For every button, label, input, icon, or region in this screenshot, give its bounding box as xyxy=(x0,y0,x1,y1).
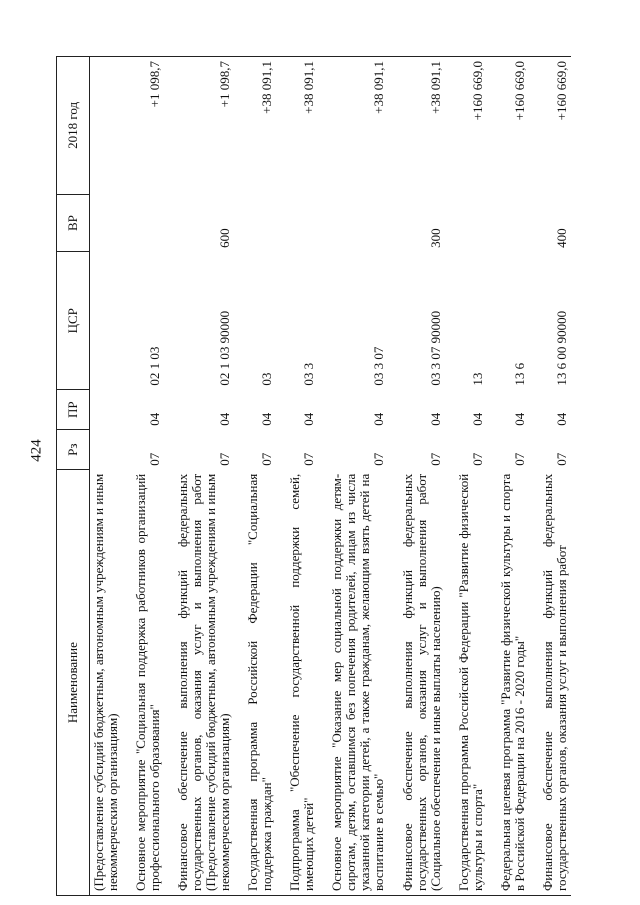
row-vr xyxy=(455,194,487,252)
row-pr: 04 xyxy=(147,412,163,426)
row-year: +1 098,7 xyxy=(174,57,234,195)
row-rz: 07 xyxy=(217,452,233,466)
row-vr xyxy=(244,194,276,252)
row-name: Основное мероприятие "Оказание мер социальной поддержки детям-сиротам, детям, оставшимся без попечения родителей, лицам из числа указанной категории детей, а также гражданам, желающим взять детей на воспитание в семью" xyxy=(328,470,388,896)
row-year: +160 669,0 xyxy=(455,57,487,195)
row-vr: 400 xyxy=(553,228,569,248)
row-rz xyxy=(90,430,123,470)
header-year: 2018 год xyxy=(57,57,90,195)
row-csr: 02 1 03 xyxy=(147,346,163,386)
table-row xyxy=(90,57,123,896)
table-row xyxy=(399,57,445,896)
row-rz: 07 xyxy=(147,452,163,466)
header-pr: ПР xyxy=(57,390,90,430)
row-name: Финансовое обеспечение выполнения функций федеральных государственных органов, оказания услуг и выполнения работ (Социальное обеспечение и иные выплаты населению) xyxy=(399,470,445,896)
row-year: +1 098,7 xyxy=(132,57,164,195)
row-vr xyxy=(286,194,318,252)
row-pr: 04 xyxy=(511,412,527,426)
row-rz: 07 xyxy=(469,452,485,466)
table-row xyxy=(286,57,318,896)
row-name: Государственная программа Российской Федерации "Социальная поддержка граждан" xyxy=(244,470,276,896)
row-vr xyxy=(328,194,388,252)
page-number: 424 xyxy=(28,439,45,462)
table-row xyxy=(174,57,234,896)
row-vr xyxy=(132,194,164,252)
row-year: +38 091,1 xyxy=(244,57,276,195)
header-rz: Рз xyxy=(57,430,90,470)
row-pr: 04 xyxy=(301,412,317,426)
row-name: Финансовое обеспечение выполнения функций федеральных государственных органов, оказания услуг и выполнения работ xyxy=(539,470,571,896)
row-year: +38 091,1 xyxy=(328,57,388,195)
row-csr: 13 xyxy=(469,372,485,386)
row-vr xyxy=(497,194,529,252)
row-csr: 03 3 07 90000 xyxy=(427,310,443,386)
row-csr xyxy=(90,252,123,390)
row-name: (Предоставление субсидий бюджетным, автономным учреждениям и иным некоммерческим организациям) xyxy=(90,470,123,896)
row-pr: 04 xyxy=(371,412,387,426)
table-row xyxy=(244,57,276,896)
row-vr xyxy=(90,194,123,252)
header-csr: ЦСР xyxy=(57,252,90,390)
row-year xyxy=(90,57,123,195)
row-name: Подпрограмма "Обеспечение государственной поддержки семей, имеющих детей" xyxy=(286,470,318,896)
row-name: Федеральная целевая программа "Развитие физической культуры и спорта в Российской Федерации на 2016 - 2020 годы" xyxy=(497,470,529,896)
row-rz: 07 xyxy=(427,452,443,466)
table-row xyxy=(497,57,529,896)
row-pr: 04 xyxy=(427,412,443,426)
table-row xyxy=(132,57,164,896)
table-header-row xyxy=(57,57,90,896)
row-csr: 03 3 07 xyxy=(371,346,387,386)
row-pr: 04 xyxy=(553,412,569,426)
row-csr: 13 6 00 90000 xyxy=(553,310,569,386)
row-rz: 07 xyxy=(259,452,275,466)
budget-table xyxy=(56,56,571,896)
row-rz: 07 xyxy=(553,452,569,466)
row-rz: 07 xyxy=(511,452,527,466)
row-name: Основное мероприятие "Социальная поддержка работников организаций профессионального образования" xyxy=(132,470,164,896)
row-name: Государственная программа Российской Федерации "Развитие физической культуры и спорта" xyxy=(455,470,487,896)
header-name: Наименование xyxy=(57,470,90,896)
row-year: +160 669,0 xyxy=(539,57,571,195)
row-year: +38 091,1 xyxy=(399,57,445,195)
row-pr: 04 xyxy=(469,412,485,426)
table-row xyxy=(539,57,571,896)
row-pr: 04 xyxy=(217,412,233,426)
row-vr: 600 xyxy=(217,228,233,248)
row-name: Финансовое обеспечение выполнения функций федеральных государственных органов, оказания услуг и выполнения работ (Предоставление субсидий бюджетным, автономным учреждениям и иным некоммерческим организациям) xyxy=(174,470,234,896)
row-vr: 300 xyxy=(427,228,443,248)
row-pr: 04 xyxy=(259,412,275,426)
row-csr: 03 xyxy=(259,372,275,386)
header-vr: ВР xyxy=(57,194,90,252)
rotated-page xyxy=(56,56,596,896)
row-csr: 03 3 xyxy=(301,362,317,386)
row-csr: 02 1 03 90000 xyxy=(217,310,233,386)
row-csr: 13 6 xyxy=(511,362,527,386)
row-rz: 07 xyxy=(301,452,317,466)
row-pr xyxy=(90,390,123,430)
table-row xyxy=(455,57,487,896)
table-row xyxy=(328,57,388,896)
row-rz: 07 xyxy=(371,452,387,466)
row-year: +160 669,0 xyxy=(497,57,529,195)
row-year: +38 091,1 xyxy=(286,57,318,195)
